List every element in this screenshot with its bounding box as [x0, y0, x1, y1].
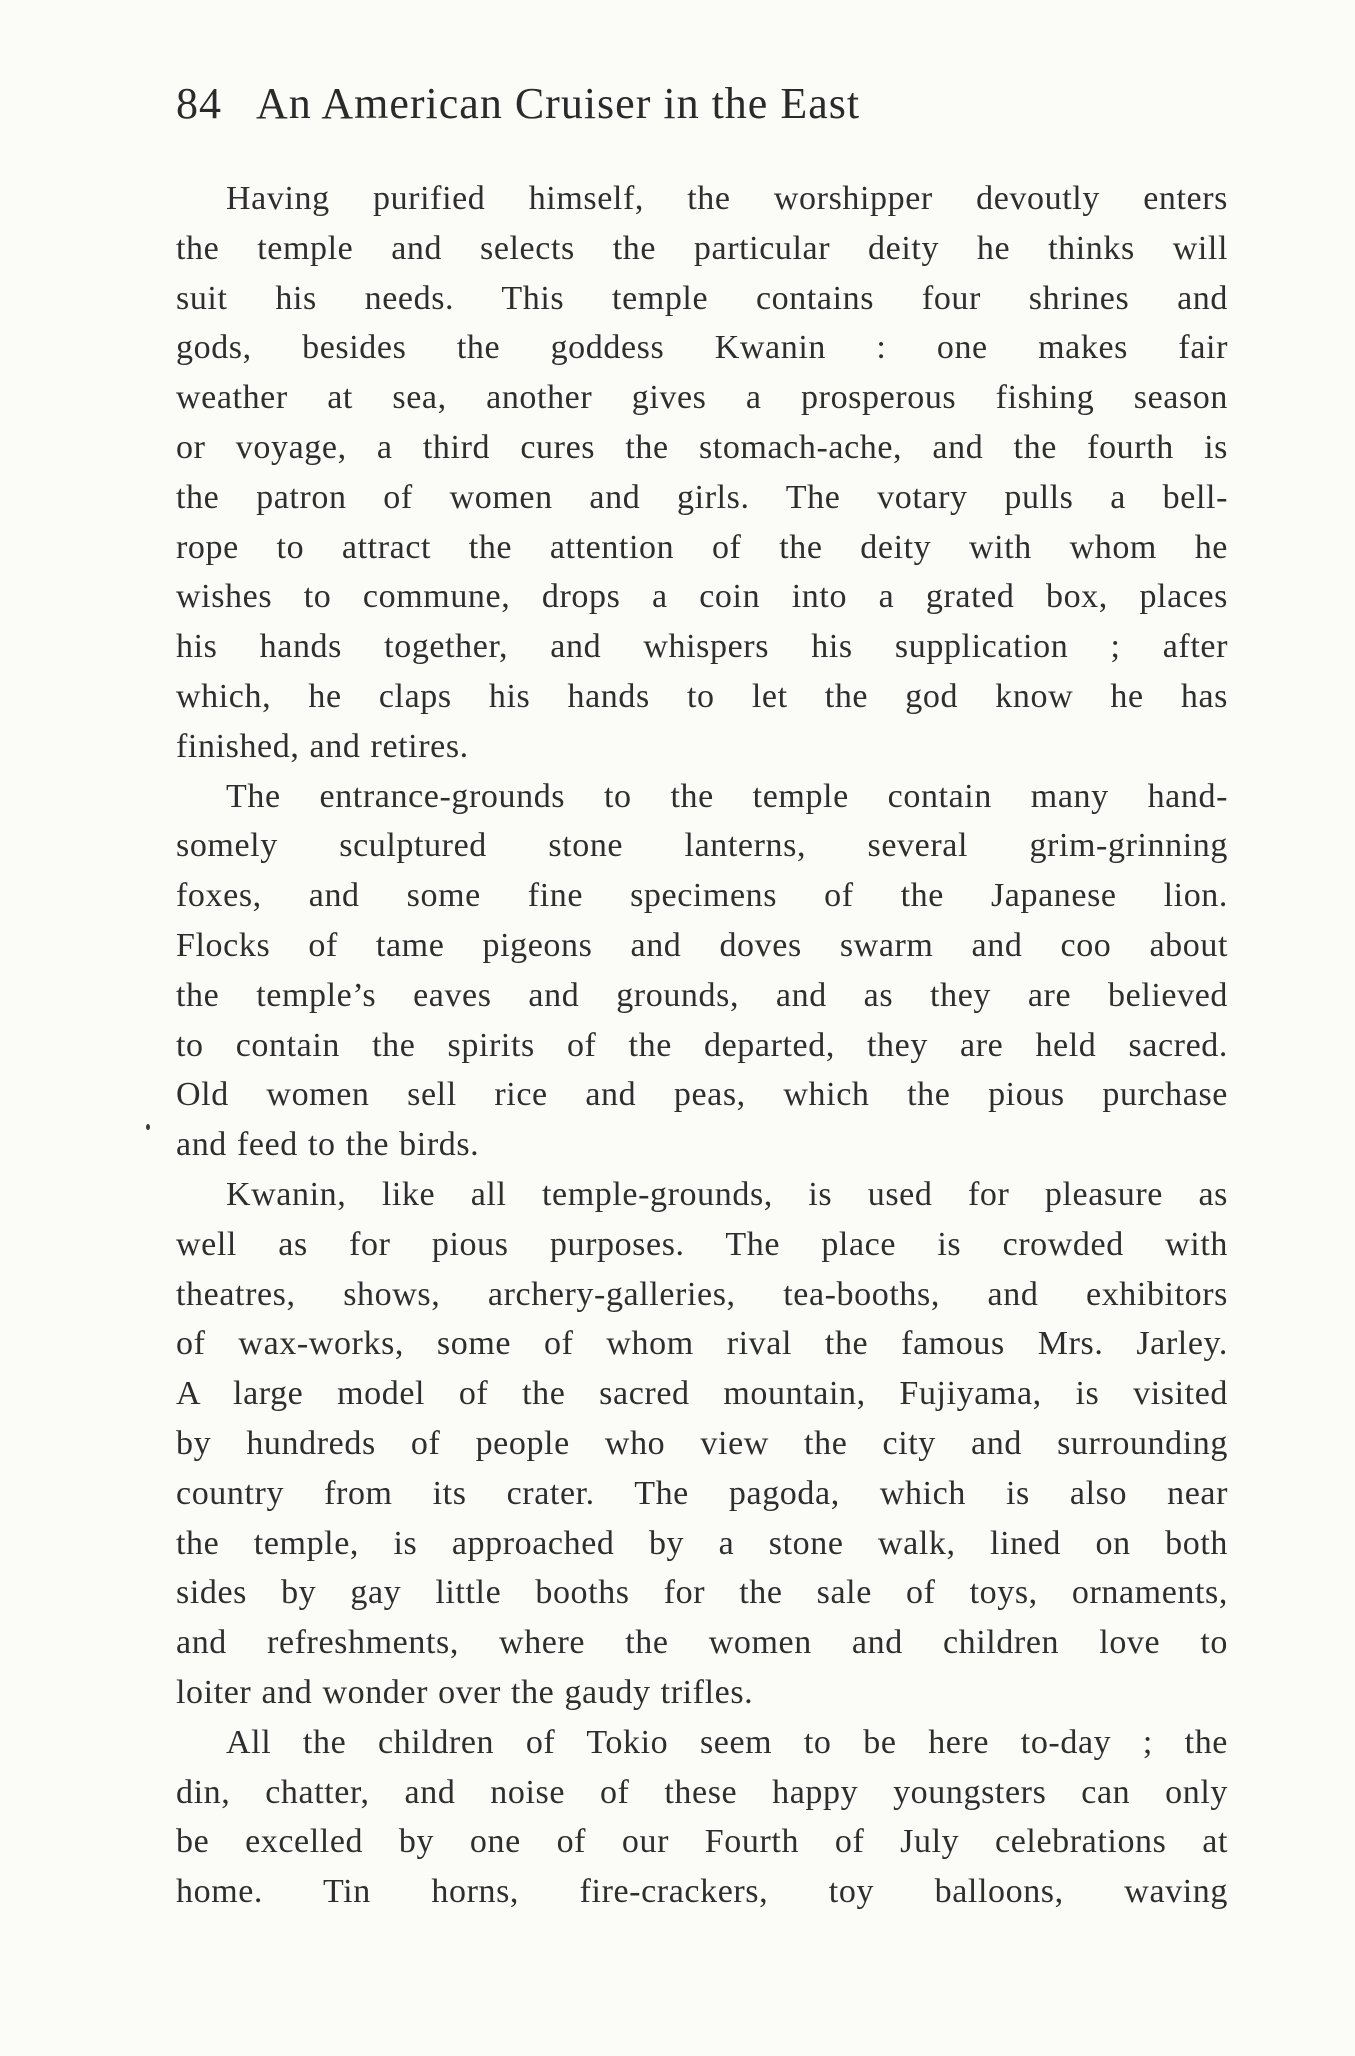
text-line: finished, and retires.: [176, 727, 469, 765]
text-line: the temple and selects the particular deity he thinks will: [176, 229, 1228, 267]
running-head: [176, 74, 1228, 134]
text-line: which, he claps his hands to let the god know he has: [176, 677, 1228, 715]
text-line: The entrance-grounds to the temple contain many hand-: [226, 777, 1228, 815]
text-line: foxes, and some fine specimens of the Japanese lion.: [176, 877, 1228, 915]
text-line: the patron of women and girls. The votary pulls a bell-: [176, 478, 1228, 516]
text-line: rope to attract the attention of the deity with whom he: [176, 528, 1228, 566]
margin-mark: [146, 1124, 150, 1130]
text-line: or voyage, a third cures the stomach-ache, and the fourth is: [176, 428, 1228, 466]
text-line: suit his needs. This temple contains four shrines and: [176, 279, 1228, 317]
page-number: 84: [176, 79, 222, 128]
text-line: home. Tin horns, fire-crackers, toy balloons, waving: [176, 1873, 1228, 1911]
text-line: by hundreds of people who view the city and surrounding: [176, 1424, 1228, 1462]
text-line: somely sculptured stone lanterns, several grim-grinning: [176, 827, 1228, 865]
text-line: the temple, is approached by a stone walk, lined on both: [176, 1524, 1228, 1562]
text-line: of wax-works, some of whom rival the famous Mrs. Jarley.: [176, 1325, 1228, 1363]
text-line: theatres, shows, archery-galleries, tea-booths, and exhibitors: [176, 1275, 1228, 1313]
text-line: din, chatter, and noise of these happy youngsters can only: [176, 1773, 1228, 1811]
text-line: sides by gay little booths for the sale of toys, ornaments,: [176, 1574, 1228, 1612]
text-line: well as for pious purposes. The place is crowded with: [176, 1225, 1228, 1263]
text-line: Having purified himself, the worshipper devoutly enters: [226, 180, 1228, 217]
running-title: An American Cruiser in the East: [256, 79, 861, 128]
text-line: loiter and wonder over the gaudy trifles.: [176, 1673, 754, 1711]
text-line: Flocks of tame pigeons and doves swarm and coo about: [176, 926, 1228, 964]
text-line: to contain the spirits of the departed, they are held sacred.: [176, 1026, 1228, 1064]
text-line: and refreshments, where the women and children love to: [176, 1624, 1228, 1662]
text-line: and feed to the birds.: [176, 1126, 480, 1164]
text-line: gods, besides the goddess Kwanin : one makes fair: [176, 329, 1228, 367]
text-line: Kwanin, like all temple-grounds, is used for pleasure as: [226, 1175, 1228, 1213]
text-line: wishes to commune, drops a coin into a grated box, places: [176, 578, 1228, 616]
text-line: his hands together, and whispers his supplication ; after: [176, 628, 1228, 666]
text-line: weather at sea, another gives a prosperous fishing season: [176, 379, 1228, 417]
text-line: the temple’s eaves and grounds, and as they are believed: [176, 976, 1228, 1014]
text-line: All the children of Tokio seem to be here to-day ; the: [226, 1723, 1228, 1761]
text-line: A large model of the sacred mountain, Fujiyama, is visited: [176, 1375, 1228, 1413]
text-line: Old women sell rice and peas, which the pious purchase: [176, 1076, 1228, 1114]
text-line: be excelled by one of our Fourth of July celebrations at: [176, 1823, 1228, 1861]
text-line: country from its crater. The pagoda, which is also near: [176, 1474, 1228, 1512]
body-text: [176, 174, 1228, 1917]
